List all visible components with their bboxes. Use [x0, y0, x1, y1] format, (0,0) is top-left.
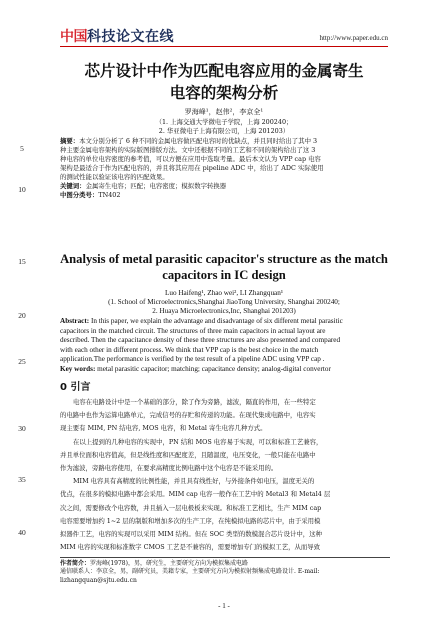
footnote-label: 作者简介： [60, 560, 91, 567]
clc-cn-text: TN402 [98, 191, 121, 199]
keywords-en-label: Key words: [60, 364, 96, 373]
abstract-cn-line: 的测试性能以验证该电容的匹配效果。 [60, 173, 169, 181]
abstract-cn-label: 摘要： [60, 137, 80, 145]
footnote-email[interactable]: lizhangquan@sjtu.edu.cn [60, 576, 137, 584]
site-logo [60, 26, 174, 46]
line-number: 20 [18, 311, 26, 320]
body-line: 拟器件工艺，电容的实现可以采用 MIM 结构。但在 SOC 类型的数模混合芯片设计中，这种 [60, 530, 322, 539]
title-en-line2: capacitors in IC design [162, 268, 286, 282]
body-line: 并且单位面积电容值高，但是线性度和匹配度差，且随温度，电压变化，一般只能在电路中 [60, 450, 316, 459]
abstract-cn-line: 种电容的单位电容密度的参考值，可以方便在应用中选取考量。最后本文认为 VPP cap 电容 [60, 155, 321, 163]
authors-cn: 罗海峰¹，赵伟²，李京全¹ [184, 108, 264, 116]
section-heading-intro: 0 引言 [60, 382, 91, 393]
title-cn-line2: 电容的架构分析 [169, 84, 279, 102]
abstract-cn-line: 种主要金属电容架构的实际版图排版方法。文中还根据不同的工艺和不同的架构给出了这 3 [60, 146, 316, 154]
keywords-cn-label: 关键词： [60, 182, 86, 190]
header-rule [60, 46, 388, 47]
body-line: 次之间，需要修改个电容数，并且插入一层电极板来实现。和标准工艺相比，生产 MIM cap [60, 503, 322, 512]
line-number: 40 [18, 528, 26, 537]
abstract-en-line: capacitors in the matched circuit. The structures of three main capacitors in actual layout are [60, 326, 326, 335]
abstract-cn-line: 架构是最适合于作为匹配电容的，并且将其应用在 pipeline ADC 中，给出了 ADC 实际使用 [60, 164, 324, 172]
site-url[interactable]: http://www.paper.edu.cn [319, 34, 388, 42]
clc-cn-label: 中图分类号： [60, 191, 99, 199]
logo-text-dark: 科技论文在线 [87, 29, 174, 45]
footnote-rule [60, 557, 390, 558]
title-cn-line1: 芯片设计中作为匹配电容应用的金属寄生 [84, 62, 364, 80]
body-line: 现主要有 MIM, PN 结电容, MOS 电容，和 Metal 寄生电容几种方式。 [60, 424, 267, 433]
abstract-en [60, 317, 390, 375]
logo-text-red: 中国 [60, 29, 87, 45]
intro-body [60, 396, 390, 554]
body-line: 作为滤波，旁路电容使用，在要求高精度比例电路中这个电容是不能采用的。 [60, 464, 278, 473]
abstract-en-line: with each other in different process. We think that VPP cap is the best choice in the match [60, 345, 319, 354]
abstract-cn-line: 本文分别分析了 6 种不同的金属电容做匹配电容时的优缺点，并且同时给出了其中 3 [79, 137, 318, 145]
line-number: 15 [18, 257, 26, 266]
body-line: 在以上提到的几种电容的实现中，PN 结和 MOS 电容易于实现，可以和标准工艺兼容， [73, 437, 323, 446]
keywords-en-text: metal parasitic capacitor; matching; capacitance density; analog-digital convertor [95, 364, 331, 373]
line-number: 35 [18, 475, 26, 484]
body-line: 优点，在很多的模拟电路中都会采用。MIM cap 电容一般作在工艺中的 Metal3 和 Metal4 层 [60, 490, 331, 499]
affiliation-cn-2: 2. 华亚微电子上海有限公司，上海 201203） [158, 127, 290, 135]
footnote [60, 560, 390, 585]
title-en-line1: Analysis of metal parasitic capacitor's structure as the match [60, 252, 388, 266]
body-line: 的电路中也作为运算电路单元，完成信号的存贮和传递的功能。在现代集成电路中，电容实 [60, 411, 316, 420]
body-line: 电容需要增加约 1~2 层的制版和增加多次的生产工序，在纯模拟电路的芯片中，由于采用模 [60, 516, 321, 525]
body-line: 电容在电路设计中是一个基础的部分，除了作为旁路，滤波，隔直的作用，在一些特定 [73, 398, 316, 406]
abstract-cn [60, 137, 390, 200]
footnote-line: 罗海峰(1978)，男，研究生，主要研究方向为模拟集成电路 [90, 560, 248, 567]
authors-en: Luo Haifeng¹, Zhao wei², LI Zhangquan¹ [164, 289, 284, 297]
line-number: 25 [18, 357, 26, 366]
line-number: 10 [18, 185, 26, 194]
affiliation-cn-1: （1. 上海交通大学微电子学院，上海 200240； [155, 118, 293, 126]
page-number: - 1 - [218, 602, 230, 610]
footnote-line: 通信联系人：李京全，男，副研究员，美籍专家，主要研究方向为模拟射频集成电路设计. E-mail: [60, 568, 320, 576]
abstract-en-line: application.The performance is verified by the test result of a pipeline ADC using VPP cap . [60, 355, 325, 364]
line-number: 30 [18, 424, 26, 433]
affiliation-en-2: 2. Huaya Microelectronics,Inc, Shanghai 201203) [152, 307, 296, 315]
line-number: 5 [20, 144, 24, 153]
abstract-en-line: In this paper, we explain the advantage and disadvantage of six different metal parasitic [89, 317, 343, 325]
affiliation-en-1: (1. School of Microelectronics,Shanghai JiaoTong University, Shanghai 200240; [108, 298, 340, 306]
abstract-en-label: Abstract: [60, 317, 90, 325]
body-line: MIM 电容具有高精度的比例性能，并且具有线性好，与外接条件如电压，温度无关的 [73, 477, 315, 486]
keywords-cn-text: 金属寄生电容；匹配；电容密度；模拟数字转换器 [85, 182, 227, 190]
abstract-en-line: described. Then the capacitance density of these three structures are also presented and compared [60, 336, 341, 345]
body-line: MIM 电容的实现和标准数字 CMOS 工艺是不兼容的，需要增加专门的模拟工艺，从而导致 [60, 543, 321, 552]
